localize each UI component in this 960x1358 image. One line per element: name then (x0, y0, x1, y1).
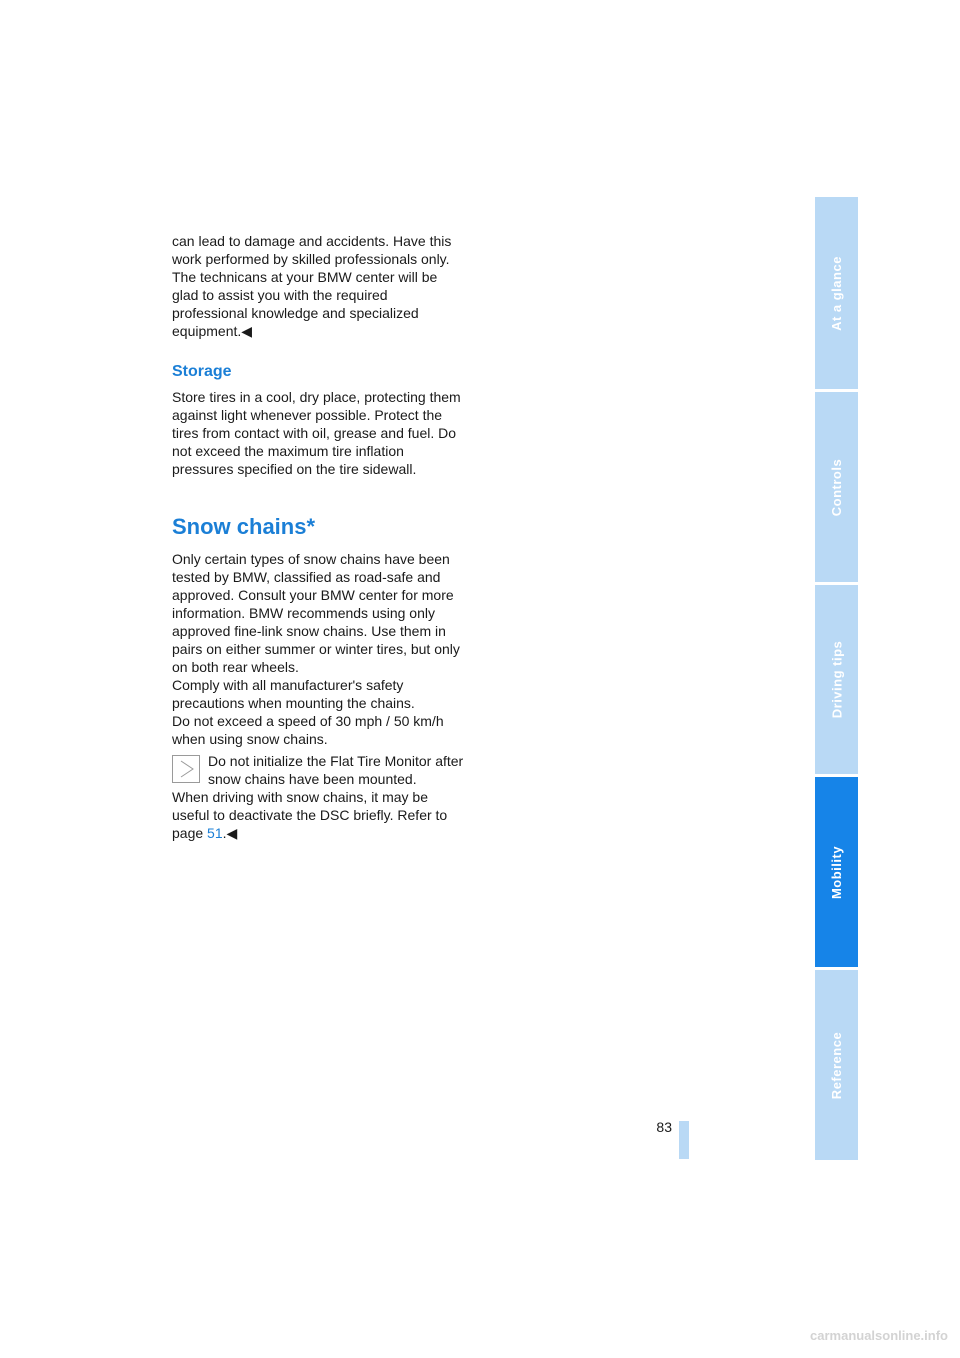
intro-paragraph: can lead to damage and accidents. Have this work performed by skilled professionals only. The technicans at your BMW center will be glad to assist you with the required professional knowledge and specialized equipment.◀ (172, 233, 452, 339)
footer-watermark: carmanualsonline.info (810, 1328, 948, 1343)
tab-reference[interactable]: Reference (815, 970, 858, 1160)
dsc-paragraph: When driving with snow chains, it may be useful to deactivate the DSC briefly. Refer to page 51.◀ (172, 789, 448, 841)
page-marker-bar (679, 1121, 689, 1159)
caution-note (172, 752, 466, 788)
tab-driving-tips[interactable]: Driving tips (815, 585, 858, 774)
snow-paragraph-2: Comply with all manufacturer's safety precautions when mounting the chains. (172, 677, 415, 711)
tab-controls[interactable]: Controls (815, 392, 858, 582)
page-link-51[interactable]: 51 (207, 825, 223, 841)
snow-paragraph-3: Do not exceed a speed of 30 mph / 50 km/h when using snow chains. (172, 713, 444, 747)
snow-chains-heading: Snow chains* (172, 514, 316, 539)
storage-heading: Storage (172, 363, 232, 380)
tab-mobility[interactable]: Mobility (815, 777, 858, 967)
snow-paragraph-1: Only certain types of snow chains have been tested by BMW, classified as road-safe and approved. Consult your BMW center for more information. BMW recommends using only approved fine-link snow chains. Use them in pairs on either summer or winter tires, but only on both rear wheels. (172, 551, 460, 675)
storage-paragraph: Store tires in a cool, dry place, protecting them against light whenever possible. Protect the tires from contact with oil, grease and fuel. Do not exceed the maximum tire inflation pressures specified on the tire sidewall. (172, 389, 461, 477)
page-number: 83 (656, 1119, 672, 1135)
section-tabs (815, 197, 858, 1160)
end-mark: ◀ (241, 323, 253, 339)
main-column (172, 232, 466, 842)
caution-text: Do not initialize the Flat Tire Monitor after snow chains have been mounted. (208, 753, 464, 787)
caution-triangle-icon (172, 755, 200, 783)
end-mark: ◀ (226, 825, 238, 841)
tab-at-a-glance[interactable]: At a glance (815, 197, 858, 389)
